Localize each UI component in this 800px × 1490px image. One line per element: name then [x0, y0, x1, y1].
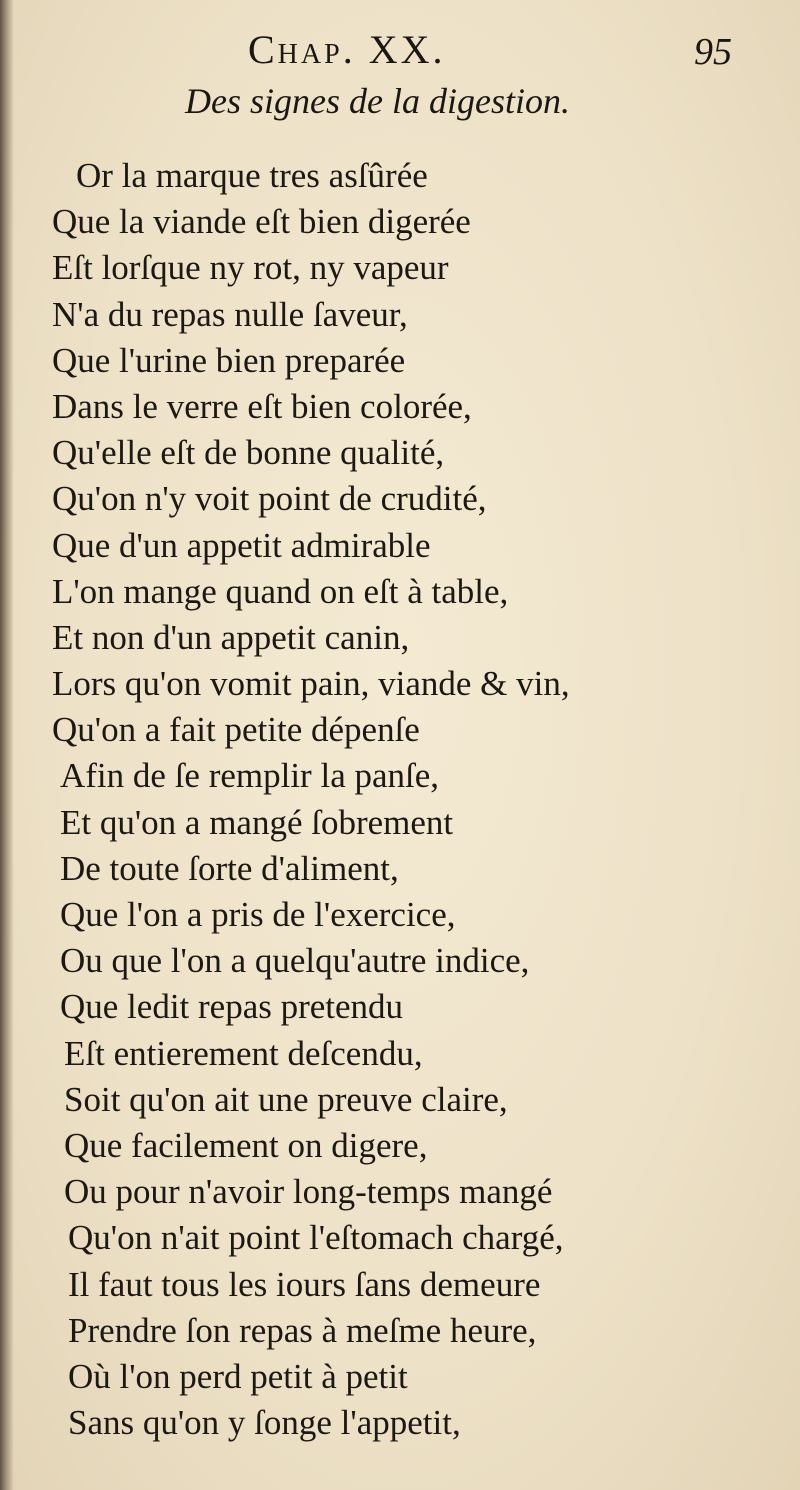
- verse-line: Que d'un appetit admirable: [52, 525, 431, 565]
- verse-line: Or la marque tres asſûrée: [76, 156, 428, 195]
- verse-line: Que la viande eſt bien digerée: [52, 202, 471, 242]
- verse-line: Où l'on perd petit à petit: [68, 1356, 408, 1396]
- verse-line: Eſt entierement deſcendu,: [64, 1033, 423, 1073]
- section-heading: Des signes de la digestion.: [185, 81, 570, 121]
- verse-line: De toute ſorte d'aliment,: [60, 848, 399, 888]
- verse-line: Que l'urine bien preparée: [52, 340, 406, 380]
- running-head: [0, 22, 800, 72]
- verse-line: Et non d'un appetit canin,: [52, 617, 410, 657]
- verse-line: Lors qu'on vomit pain, viande & vin,: [52, 664, 570, 704]
- verse-line: Soit qu'on ait une preuve claire,: [64, 1079, 508, 1119]
- verse-line: Et qu'on a mangé ſobrement: [60, 802, 454, 842]
- verse-line: Prendre ſon repas à meſme heure,: [68, 1310, 537, 1350]
- verse-line: Qu'on n'ait point l'eſtomach chargé,: [68, 1218, 564, 1258]
- verse-line: Que ledit repas pretendu: [60, 987, 404, 1027]
- page-gutter: [0, 0, 14, 1490]
- verse-line: N'a du repas nulle ſaveur,: [52, 294, 408, 334]
- verse-line: Qu'on a fait petite dépenſe: [52, 710, 420, 750]
- verse-line: Qu'on n'y voit point de crudité,: [52, 479, 487, 519]
- verse-line: Qu'elle eſt de bonne qualité,: [52, 433, 445, 473]
- verse-line: Dans le verre eſt bien colorée,: [52, 386, 472, 426]
- verse-line: Eſt lorſque ny rot, ny vapeur: [52, 248, 449, 288]
- verse-line: L'on mange quand on eſt à table,: [52, 571, 509, 611]
- verse-line: Ou que l'on a quelqu'autre indice,: [60, 941, 530, 981]
- verse-line: Il faut tous les iours ſans demeure: [68, 1264, 541, 1304]
- verse-line: Ou pour n'avoir long-temps mangé: [64, 1172, 553, 1212]
- verse-line: Afin de ſe remplir la panſe,: [60, 756, 440, 796]
- page-number: 95: [694, 31, 732, 73]
- verse-line: Que l'on a pris de l'exercice,: [60, 895, 456, 934]
- verse-line: Que facilement on digere,: [64, 1125, 428, 1165]
- chapter-title: Chap. XX.: [248, 27, 446, 72]
- verse-line: Sans qu'on y ſonge l'appetit,: [68, 1403, 461, 1443]
- verse-block: [52, 153, 570, 1446]
